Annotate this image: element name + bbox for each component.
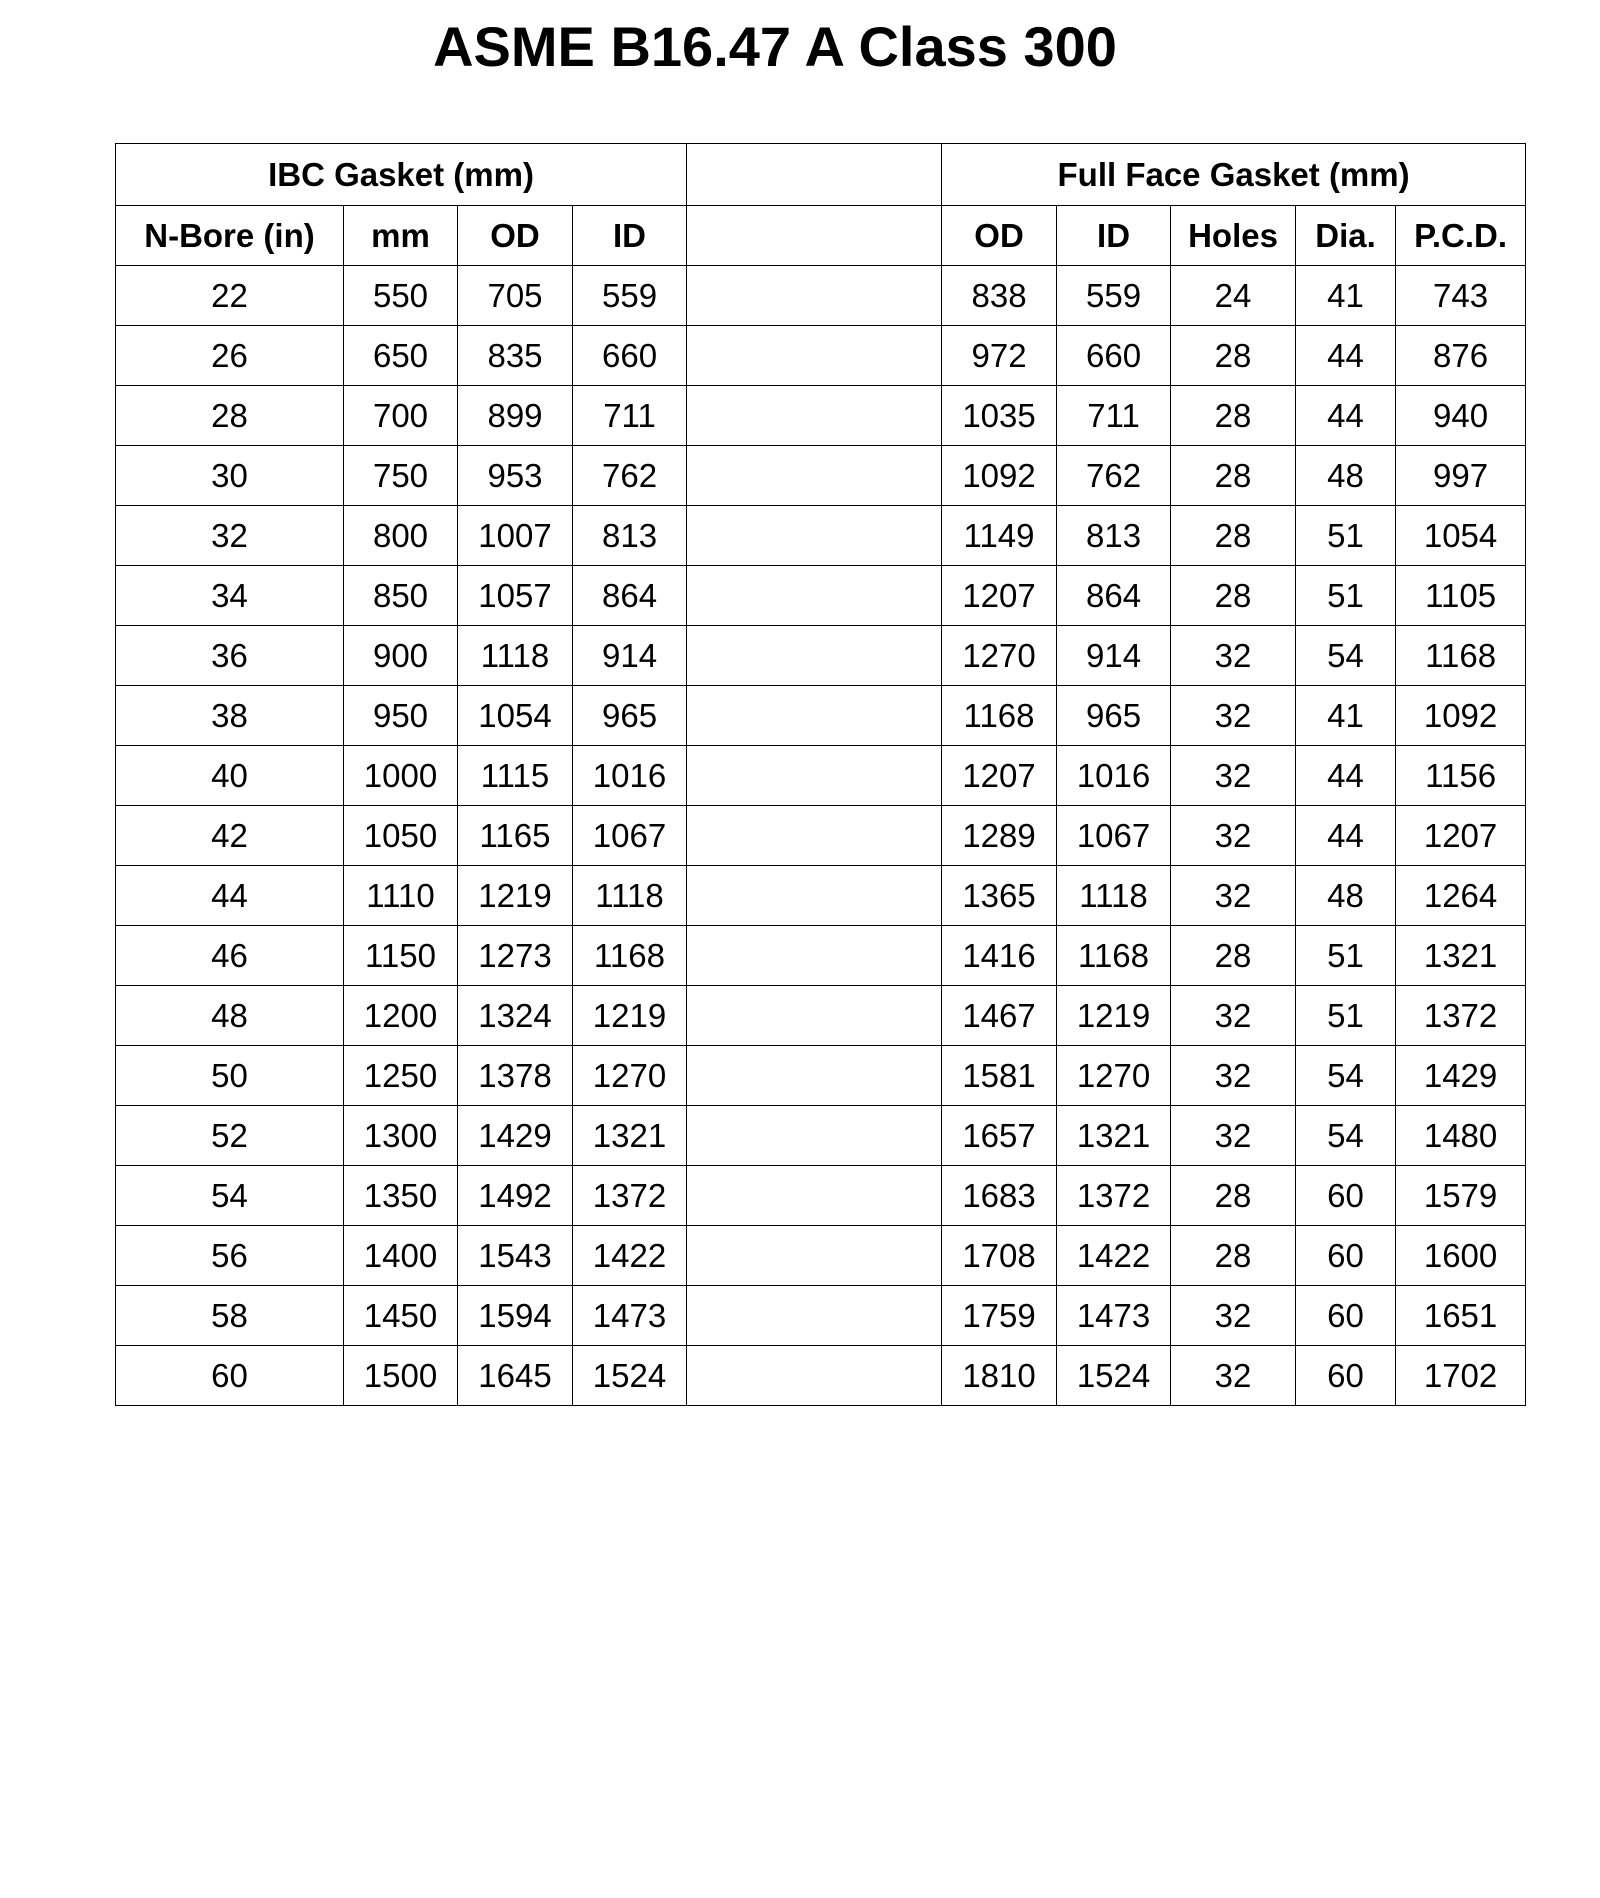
table-cell: 60 <box>1296 1286 1396 1346</box>
table-row <box>116 266 1526 326</box>
table-cell: 51 <box>1296 506 1396 566</box>
table-cell: 28 <box>1171 446 1296 506</box>
table-cell: 997 <box>1396 446 1526 506</box>
table-cell: 1118 <box>1057 866 1171 926</box>
table-cell: 1467 <box>942 986 1057 1046</box>
table-row <box>116 1286 1526 1346</box>
table-cell: 1016 <box>1057 746 1171 806</box>
table-cell: 28 <box>116 386 344 446</box>
column-header: ID <box>573 206 687 266</box>
table-cell: 30 <box>116 446 344 506</box>
table-cell: 1110 <box>344 866 458 926</box>
table-cell: 1149 <box>942 506 1057 566</box>
table-cell: 1168 <box>1057 926 1171 986</box>
table-cell: 813 <box>573 506 687 566</box>
table-cell: 51 <box>1296 986 1396 1046</box>
table-row <box>116 746 1526 806</box>
table-cell: 44 <box>1296 806 1396 866</box>
table-cell: 550 <box>344 266 458 326</box>
table-cell: 1250 <box>344 1046 458 1106</box>
table-cell: 1115 <box>458 746 573 806</box>
table-cell: 54 <box>116 1166 344 1226</box>
table-cell: 1500 <box>344 1346 458 1406</box>
table-row <box>116 986 1526 1046</box>
table-row <box>116 1046 1526 1106</box>
table-cell: 41 <box>1296 266 1396 326</box>
table-cell: 54 <box>1296 1046 1396 1106</box>
table-cell: 660 <box>1057 326 1171 386</box>
table-cell: 1657 <box>942 1106 1057 1166</box>
table-cell: 1321 <box>1057 1106 1171 1166</box>
table-cell: 1422 <box>573 1226 687 1286</box>
table-cell: 1219 <box>1057 986 1171 1046</box>
table-cell: 1000 <box>344 746 458 806</box>
table-cell: 972 <box>942 326 1057 386</box>
table-cell: 711 <box>573 386 687 446</box>
table-cell: 1067 <box>573 806 687 866</box>
table-cell: 1092 <box>942 446 1057 506</box>
table-cell: 1400 <box>344 1226 458 1286</box>
table-cell: 1480 <box>1396 1106 1526 1166</box>
table-cell: 44 <box>1296 386 1396 446</box>
table-cell: 800 <box>344 506 458 566</box>
table-cell: 1365 <box>942 866 1057 926</box>
table-cell <box>687 626 942 686</box>
table-cell: 559 <box>1057 266 1171 326</box>
table-cell: 48 <box>1296 866 1396 926</box>
table-cell <box>687 686 942 746</box>
table-cell: 864 <box>573 566 687 626</box>
table-cell: 1473 <box>573 1286 687 1346</box>
table-cell: 762 <box>1057 446 1171 506</box>
table-cell: 42 <box>116 806 344 866</box>
table-cell <box>687 1046 942 1106</box>
group-header-full-face: Full Face Gasket (mm) <box>942 144 1526 206</box>
table-cell: 50 <box>116 1046 344 1106</box>
table-cell: 54 <box>1296 1106 1396 1166</box>
table-cell: 44 <box>1296 326 1396 386</box>
table-cell <box>687 1166 942 1226</box>
table-row <box>116 806 1526 866</box>
table-cell: 1054 <box>458 686 573 746</box>
table-cell: 762 <box>573 446 687 506</box>
table-cell: 1810 <box>942 1346 1057 1406</box>
table-cell: 850 <box>344 566 458 626</box>
table-cell: 26 <box>116 326 344 386</box>
table-row <box>116 626 1526 686</box>
table-cell: 1524 <box>1057 1346 1171 1406</box>
table-cell <box>687 446 942 506</box>
table-cell: 914 <box>1057 626 1171 686</box>
table-cell: 60 <box>1296 1226 1396 1286</box>
table-cell: 1016 <box>573 746 687 806</box>
column-header: P.C.D. <box>1396 206 1526 266</box>
table-cell: 660 <box>573 326 687 386</box>
table-cell: 1321 <box>573 1106 687 1166</box>
table-cell: 1118 <box>573 866 687 926</box>
table-cell <box>687 746 942 806</box>
table-cell: 58 <box>116 1286 344 1346</box>
column-header: Holes <box>1171 206 1296 266</box>
table-cell: 32 <box>1171 806 1296 866</box>
table-cell: 1270 <box>573 1046 687 1106</box>
table-cell <box>687 1106 942 1166</box>
group-header-row <box>116 144 1526 206</box>
table-cell: 900 <box>344 626 458 686</box>
table-cell: 1300 <box>344 1106 458 1166</box>
table-cell: 1372 <box>573 1166 687 1226</box>
table-cell: 813 <box>1057 506 1171 566</box>
table-cell <box>687 386 942 446</box>
table-row <box>116 386 1526 446</box>
table-cell: 950 <box>344 686 458 746</box>
table-cell: 1759 <box>942 1286 1057 1346</box>
table-cell: 28 <box>1171 1226 1296 1286</box>
table-cell <box>687 1226 942 1286</box>
table-cell: 1200 <box>344 986 458 1046</box>
table-cell: 1219 <box>573 986 687 1046</box>
table-cell: 965 <box>573 686 687 746</box>
table-cell: 1524 <box>573 1346 687 1406</box>
table-cell: 46 <box>116 926 344 986</box>
table-row <box>116 1166 1526 1226</box>
table-cell: 953 <box>458 446 573 506</box>
table-cell <box>687 866 942 926</box>
table-cell: 1105 <box>1396 566 1526 626</box>
table-cell: 32 <box>1171 746 1296 806</box>
table-cell <box>687 326 942 386</box>
table-cell: 940 <box>1396 386 1526 446</box>
table-cell: 1708 <box>942 1226 1057 1286</box>
column-header: OD <box>458 206 573 266</box>
table-cell: 38 <box>116 686 344 746</box>
table-cell: 1150 <box>344 926 458 986</box>
table-cell: 965 <box>1057 686 1171 746</box>
table-cell: 60 <box>1296 1166 1396 1226</box>
table-cell: 28 <box>1171 566 1296 626</box>
table-cell: 1054 <box>1396 506 1526 566</box>
table-cell: 1372 <box>1396 986 1526 1046</box>
table-cell: 40 <box>116 746 344 806</box>
table-cell <box>687 266 942 326</box>
column-header <box>687 206 942 266</box>
table-cell: 32 <box>1171 1286 1296 1346</box>
table-cell: 41 <box>1296 686 1396 746</box>
table-cell: 32 <box>1171 866 1296 926</box>
table-cell: 28 <box>1171 506 1296 566</box>
table-cell: 1324 <box>458 986 573 1046</box>
table-cell: 864 <box>1057 566 1171 626</box>
table-row <box>116 866 1526 926</box>
table-cell: 1270 <box>942 626 1057 686</box>
table-cell: 1156 <box>1396 746 1526 806</box>
table-cell: 1543 <box>458 1226 573 1286</box>
table-cell <box>687 506 942 566</box>
table-cell: 32 <box>1171 1046 1296 1106</box>
table-cell: 1207 <box>942 566 1057 626</box>
table-cell <box>687 926 942 986</box>
table-cell: 1473 <box>1057 1286 1171 1346</box>
table-cell: 750 <box>344 446 458 506</box>
table-cell: 1118 <box>458 626 573 686</box>
table-cell: 1092 <box>1396 686 1526 746</box>
table-cell: 1579 <box>1396 1166 1526 1226</box>
gasket-dimensions-table <box>115 143 1526 1406</box>
table-cell: 24 <box>1171 266 1296 326</box>
table-cell: 1035 <box>942 386 1057 446</box>
table-cell: 1492 <box>458 1166 573 1226</box>
table-cell: 1007 <box>458 506 573 566</box>
table-cell: 1168 <box>1396 626 1526 686</box>
table-cell: 28 <box>1171 386 1296 446</box>
table-row <box>116 446 1526 506</box>
table-cell: 51 <box>1296 926 1396 986</box>
table-cell: 48 <box>116 986 344 1046</box>
table-row <box>116 506 1526 566</box>
table-cell: 22 <box>116 266 344 326</box>
table-cell: 1378 <box>458 1046 573 1106</box>
table-cell: 1168 <box>573 926 687 986</box>
table-cell: 51 <box>1296 566 1396 626</box>
table-cell: 1422 <box>1057 1226 1171 1286</box>
page-title: ASME B16.47 A Class 300 <box>433 15 1117 78</box>
table-cell: 1165 <box>458 806 573 866</box>
table-cell: 1050 <box>344 806 458 866</box>
column-header: N-Bore (in) <box>116 206 344 266</box>
table-cell: 1416 <box>942 926 1057 986</box>
table-cell: 56 <box>116 1226 344 1286</box>
table-cell: 876 <box>1396 326 1526 386</box>
table-cell: 34 <box>116 566 344 626</box>
table-cell: 1645 <box>458 1346 573 1406</box>
table-cell: 54 <box>1296 626 1396 686</box>
table-cell: 711 <box>1057 386 1171 446</box>
table-cell: 32 <box>1171 626 1296 686</box>
table-cell: 1219 <box>458 866 573 926</box>
table-row <box>116 1226 1526 1286</box>
table-cell: 700 <box>344 386 458 446</box>
table-row <box>116 1106 1526 1166</box>
table-cell: 52 <box>116 1106 344 1166</box>
table-row <box>116 326 1526 386</box>
table-cell: 60 <box>116 1346 344 1406</box>
table-cell: 1273 <box>458 926 573 986</box>
table-cell: 48 <box>1296 446 1396 506</box>
table-cell: 1594 <box>458 1286 573 1346</box>
table-cell: 1651 <box>1396 1286 1526 1346</box>
table-row <box>116 1346 1526 1406</box>
table-row <box>116 566 1526 626</box>
table-cell: 28 <box>1171 926 1296 986</box>
table-cell: 838 <box>942 266 1057 326</box>
table-row <box>116 686 1526 746</box>
table-cell: 32 <box>1171 986 1296 1046</box>
table-cell: 559 <box>573 266 687 326</box>
column-header-row <box>116 206 1526 266</box>
table-row <box>116 926 1526 986</box>
table-cell: 1321 <box>1396 926 1526 986</box>
table-cell: 28 <box>1171 326 1296 386</box>
table-cell: 1207 <box>1396 806 1526 866</box>
table-cell: 1289 <box>942 806 1057 866</box>
table-cell <box>687 986 942 1046</box>
table-cell: 60 <box>1296 1346 1396 1406</box>
table-cell: 835 <box>458 326 573 386</box>
column-header: mm <box>344 206 458 266</box>
table-cell: 705 <box>458 266 573 326</box>
table-cell: 914 <box>573 626 687 686</box>
table-cell <box>687 566 942 626</box>
table-cell: 44 <box>116 866 344 926</box>
table-cell: 1429 <box>458 1106 573 1166</box>
table-cell: 1372 <box>1057 1166 1171 1226</box>
table-cell: 1429 <box>1396 1046 1526 1106</box>
column-header: Dia. <box>1296 206 1396 266</box>
group-header-spacer <box>687 144 942 206</box>
table-cell: 1350 <box>344 1166 458 1226</box>
table-cell: 1207 <box>942 746 1057 806</box>
group-header-ibc: IBC Gasket (mm) <box>116 144 687 206</box>
table-cell <box>687 806 942 866</box>
table-cell <box>687 1286 942 1346</box>
table-cell: 1600 <box>1396 1226 1526 1286</box>
table-cell: 899 <box>458 386 573 446</box>
table-cell: 44 <box>1296 746 1396 806</box>
column-header: OD <box>942 206 1057 266</box>
table-cell: 36 <box>116 626 344 686</box>
table-cell: 1581 <box>942 1046 1057 1106</box>
table-cell: 1270 <box>1057 1046 1171 1106</box>
column-header: ID <box>1057 206 1171 266</box>
table-cell: 1264 <box>1396 866 1526 926</box>
table-cell: 1683 <box>942 1166 1057 1226</box>
table-cell <box>687 1346 942 1406</box>
table-cell: 32 <box>116 506 344 566</box>
table-cell: 650 <box>344 326 458 386</box>
table-cell: 28 <box>1171 1166 1296 1226</box>
table-body <box>116 266 1526 1406</box>
table-cell: 32 <box>1171 1346 1296 1406</box>
table-cell: 743 <box>1396 266 1526 326</box>
table-cell: 1450 <box>344 1286 458 1346</box>
table-cell: 1702 <box>1396 1346 1526 1406</box>
table-cell: 32 <box>1171 686 1296 746</box>
table-cell: 1057 <box>458 566 573 626</box>
table-cell: 1067 <box>1057 806 1171 866</box>
table-cell: 1168 <box>942 686 1057 746</box>
table-cell: 32 <box>1171 1106 1296 1166</box>
